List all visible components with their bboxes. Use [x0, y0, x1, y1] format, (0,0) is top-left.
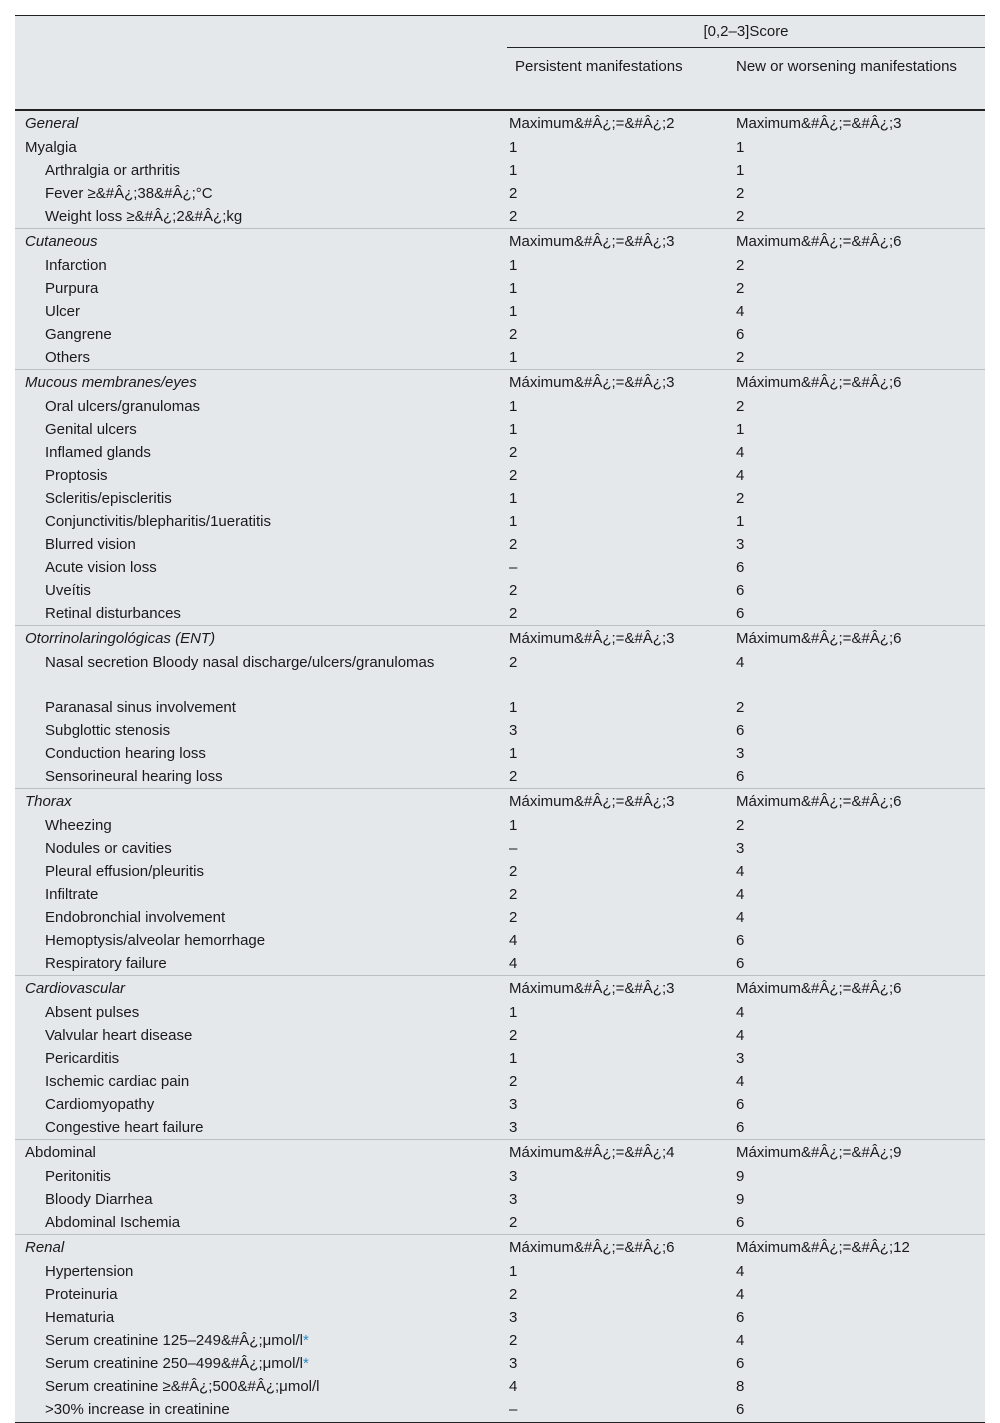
manifestation-text: Acute vision loss	[45, 559, 157, 576]
manifestation-label	[15, 1375, 507, 1398]
manifestation-text: Genital ulcers	[45, 421, 137, 438]
manifestation-label	[15, 323, 507, 346]
manifestation-label	[15, 1260, 507, 1283]
table-row	[15, 742, 985, 765]
table-row	[15, 556, 985, 579]
table-row	[15, 159, 985, 182]
new-score: 2	[736, 349, 745, 366]
manifestation-label	[15, 952, 507, 976]
manifestation-text: Bloody Diarrhea	[45, 1191, 153, 1208]
new-score: 4	[736, 886, 745, 903]
manifestation-label	[15, 579, 507, 602]
section-max-new: Máximum&#Â¿;=&#Â¿;6	[728, 370, 985, 396]
new-score: 6	[736, 1214, 745, 1231]
score-table-container	[15, 15, 985, 1423]
persistent-score: 1	[509, 303, 518, 320]
persistent-score: 3	[509, 722, 518, 739]
persistent-score: 1	[509, 1263, 518, 1280]
manifestation-label	[15, 556, 507, 579]
bvas-score-table	[15, 15, 985, 1423]
new-score: 2	[736, 817, 745, 834]
new-score: 9	[736, 1191, 745, 1208]
new-score: 3	[736, 745, 745, 762]
persistent-score: 1	[509, 699, 518, 716]
table-row	[15, 579, 985, 602]
table-row	[15, 418, 985, 441]
persistent-score: 1	[509, 349, 518, 366]
manifestation-text: Nasal secretion Bloody nasal discharge/ulcers/granulomas	[45, 654, 435, 671]
new-score: 2	[736, 257, 745, 274]
section-max-new: Máximum&#Â¿;=&#Â¿;6	[728, 626, 985, 652]
manifestation-text: Nodules or cavities	[45, 840, 172, 857]
manifestation-label	[15, 1001, 507, 1024]
new-score: 4	[736, 1263, 745, 1280]
new-score: 4	[736, 654, 745, 671]
new-score: 4	[736, 1027, 745, 1044]
persistent-score: 1	[509, 490, 518, 507]
new-score: 4	[736, 1004, 745, 1021]
section-row	[15, 789, 985, 815]
section-max-persistent: Máximum&#Â¿;=&#Â¿;3	[507, 976, 728, 1002]
manifestation-text: Proteinuria	[45, 1286, 118, 1303]
manifestation-label	[15, 136, 507, 159]
table-row	[15, 1306, 985, 1329]
new-score: 3	[736, 1050, 745, 1067]
table-row	[15, 906, 985, 929]
new-score: 1	[736, 421, 745, 438]
persistent-score: –	[509, 840, 518, 857]
persistent-score: –	[507, 1398, 728, 1423]
manifestation-text: Proptosis	[45, 467, 108, 484]
manifestation-text: Serum creatinine 250–499&#Â¿;μmol/l	[45, 1355, 303, 1372]
new-score: 6	[736, 605, 745, 622]
header-empty-cell	[15, 16, 507, 49]
new-score: 2	[736, 490, 745, 507]
manifestation-label	[15, 742, 507, 765]
new-score: 3	[736, 536, 745, 553]
new-score: 3	[736, 840, 745, 857]
persistent-score: 4	[509, 1378, 518, 1395]
section-title: Cardiovascular	[15, 976, 507, 1002]
new-score: 4	[736, 863, 745, 880]
table-row	[15, 395, 985, 418]
persistent-score: 1	[509, 398, 518, 415]
manifestation-text: Paranasal sinus involvement	[45, 699, 236, 716]
manifestation-text: Serum creatinine ≥&#Â¿;500&#Â¿;μmol/l	[45, 1378, 320, 1395]
manifestation-text: Hypertension	[45, 1263, 134, 1280]
manifestation-label	[15, 719, 507, 742]
manifestation-text: Infiltrate	[45, 886, 99, 903]
section-title: Mucous membranes/eyes	[15, 370, 507, 396]
new-score: 6	[736, 582, 745, 599]
new-score: 4	[736, 467, 745, 484]
manifestation-text: Hematuria	[45, 1309, 115, 1326]
table-row	[15, 860, 985, 883]
manifestation-text: Congestive heart failure	[45, 1119, 204, 1136]
manifestation-label	[15, 1070, 507, 1093]
table-row	[15, 1165, 985, 1188]
table-row	[15, 533, 985, 556]
persistent-score: –	[509, 559, 518, 576]
manifestation-label	[15, 1165, 507, 1188]
persistent-score: 1	[509, 1004, 518, 1021]
manifestation-text: >30% increase in creatinine	[45, 1401, 230, 1418]
manifestation-label	[15, 346, 507, 370]
score-group-header	[507, 16, 985, 49]
persistent-score: 2	[509, 208, 518, 225]
new-score: 1	[736, 162, 745, 179]
manifestation-label	[15, 441, 507, 464]
persistent-score: 1	[509, 817, 518, 834]
table-row	[15, 487, 985, 510]
persistent-score: 2	[509, 536, 518, 553]
table-row	[15, 1211, 985, 1235]
persistent-score: 1	[509, 280, 518, 297]
table-row	[15, 1001, 985, 1024]
table-row	[15, 323, 985, 346]
table-row	[15, 205, 985, 229]
new-score: 4	[736, 1286, 745, 1303]
table-row	[15, 1070, 985, 1093]
manifestation-label	[15, 1093, 507, 1116]
persistent-score: 2	[509, 863, 518, 880]
new-score: 1	[736, 513, 745, 530]
manifestation-text: Ischemic cardiac pain	[45, 1073, 190, 1090]
new-score: 1	[736, 139, 745, 156]
new-score: 6	[736, 326, 745, 343]
table-row	[15, 929, 985, 952]
persistent-score: 1	[509, 513, 518, 530]
table-row	[15, 602, 985, 626]
manifestation-label	[15, 182, 507, 205]
section-title: Renal	[15, 1235, 507, 1261]
new-score: 4	[736, 303, 745, 320]
section-max-persistent: Maximum&#Â¿;=&#Â¿;2	[509, 115, 675, 132]
section-row	[15, 976, 985, 1002]
new-score: 6	[736, 1119, 745, 1136]
manifestation-label	[15, 277, 507, 300]
manifestation-text: Arthralgia or arthritis	[45, 162, 181, 179]
persistent-score: 3	[509, 1119, 518, 1136]
new-score: 4	[736, 1073, 745, 1090]
manifestation-text: Inflamed glands	[45, 444, 151, 461]
persistent-score: 2	[509, 605, 518, 622]
table-row	[15, 1024, 985, 1047]
manifestation-label	[15, 1306, 507, 1329]
persistent-score: 2	[509, 1073, 518, 1090]
manifestation-label	[15, 205, 507, 229]
persistent-score: 2	[509, 1214, 518, 1231]
table-row	[15, 1116, 985, 1140]
new-score: 6	[728, 1398, 985, 1423]
footnote-marker[interactable]: *	[302, 1332, 309, 1349]
manifestation-label	[15, 395, 507, 418]
table-row	[15, 1398, 985, 1423]
score-group-label: [0,2–3]Score	[507, 16, 985, 48]
section-max-persistent: Máximum&#Â¿;=&#Â¿;4	[507, 1140, 728, 1166]
persistent-score: 1	[509, 745, 518, 762]
manifestation-label	[15, 464, 507, 487]
manifestation-label	[15, 696, 507, 719]
section-title: Thorax	[15, 789, 507, 815]
manifestation-label	[15, 651, 507, 696]
manifestation-label	[15, 1283, 507, 1306]
new-score: 2	[736, 280, 745, 297]
persistent-score: 2	[509, 326, 518, 343]
persistent-score: 3	[509, 1168, 518, 1185]
table-row	[15, 1352, 985, 1375]
persistent-score: 3	[509, 1309, 518, 1326]
table-row	[15, 300, 985, 323]
manifestation-label	[15, 765, 507, 789]
manifestation-label	[15, 418, 507, 441]
manifestation-label	[15, 1024, 507, 1047]
manifestation-label	[15, 300, 507, 323]
persistent-score: 3	[509, 1191, 518, 1208]
section-max-persistent: Máximum&#Â¿;=&#Â¿;6	[507, 1235, 728, 1261]
table-row	[15, 837, 985, 860]
manifestation-text: Fever ≥&#Â¿;38&#Â¿;°C	[45, 185, 213, 202]
table-row	[15, 883, 985, 906]
persistent-score: 2	[509, 185, 518, 202]
section-row	[15, 626, 985, 652]
persistent-score: 4	[509, 932, 518, 949]
manifestation-text: Scleritis/episcleritis	[45, 490, 172, 507]
new-score: 6	[736, 932, 745, 949]
persistent-score: 4	[509, 955, 518, 972]
new-score: 4	[736, 1332, 745, 1349]
manifestation-text: Subglottic stenosis	[45, 722, 171, 739]
section-title: Abdominal	[15, 1140, 507, 1166]
table-row	[15, 441, 985, 464]
section-max-persistent: Máximum&#Â¿;=&#Â¿;3	[507, 626, 728, 652]
manifestation-label	[15, 510, 507, 533]
new-score: 2	[736, 208, 745, 225]
table-row	[15, 254, 985, 277]
manifestation-label	[15, 1398, 507, 1423]
persistent-score: 2	[509, 1332, 518, 1349]
manifestation-label	[15, 487, 507, 510]
manifestation-text: Others	[45, 349, 91, 366]
manifestation-text: Myalgia	[25, 139, 77, 156]
persistent-score: 1	[509, 162, 518, 179]
manifestation-label	[15, 533, 507, 556]
manifestation-text: Infarction	[45, 257, 107, 274]
table-row	[15, 952, 985, 976]
section-row	[15, 110, 985, 136]
footnote-marker[interactable]: *	[302, 1355, 309, 1372]
persistent-score: 2	[509, 444, 518, 461]
section-title: Otorrinolaringológicas (ENT)	[15, 626, 507, 652]
new-score: 4	[736, 444, 745, 461]
table-row	[15, 277, 985, 300]
table-row	[15, 1329, 985, 1352]
new-score: 6	[736, 955, 745, 972]
manifestation-text: Conduction hearing loss	[45, 745, 206, 762]
manifestation-text: Valvular heart disease	[45, 1027, 193, 1044]
persistent-score: 2	[509, 909, 518, 926]
table-row	[15, 182, 985, 205]
table-row	[15, 719, 985, 742]
manifestation-text: Serum creatinine 125–249&#Â¿;μmol/l	[45, 1332, 303, 1349]
persistent-score: 1	[509, 1050, 518, 1067]
persistent-score: 1	[509, 139, 518, 156]
manifestation-text: Ulcer	[45, 303, 81, 320]
section-max-new: Máximum&#Â¿;=&#Â¿;9	[728, 1140, 985, 1166]
manifestation-label	[15, 883, 507, 906]
section-title: Cutaneous	[15, 229, 507, 255]
header-persistent: Persistent manifestations	[507, 48, 728, 110]
table-row	[15, 136, 985, 159]
manifestation-label	[15, 837, 507, 860]
manifestation-text: Respiratory failure	[45, 955, 167, 972]
manifestation-text: Peritonitis	[45, 1168, 111, 1185]
section-max-new: Máximum&#Â¿;=&#Â¿;6	[728, 976, 985, 1002]
table-row	[15, 814, 985, 837]
manifestation-text: Gangrene	[45, 326, 112, 343]
manifestation-label	[15, 860, 507, 883]
table-row	[15, 1283, 985, 1306]
table-row	[15, 1188, 985, 1211]
header-new-worsening: New or worsening manifestations	[728, 48, 985, 110]
section-row	[15, 370, 985, 396]
table-row	[15, 765, 985, 789]
table-row	[15, 696, 985, 719]
manifestation-label	[15, 602, 507, 626]
table-row	[15, 1093, 985, 1116]
new-score: 6	[736, 768, 745, 785]
table-row	[15, 1375, 985, 1398]
section-max-persistent: Máximum&#Â¿;=&#Â¿;3	[507, 370, 728, 396]
persistent-score: 2	[509, 582, 518, 599]
manifestation-text: Retinal disturbances	[45, 605, 181, 622]
persistent-score: 1	[509, 421, 518, 438]
manifestation-text: Conjunctivitis/blepharitis/1ueratitis	[45, 513, 271, 530]
persistent-score: 2	[509, 467, 518, 484]
table-row	[15, 1260, 985, 1283]
manifestation-text: Sensorineural hearing loss	[45, 768, 223, 785]
manifestation-label	[15, 1211, 507, 1235]
persistent-score: 2	[509, 1286, 518, 1303]
table-row	[15, 346, 985, 370]
persistent-score: 2	[509, 768, 518, 785]
section-max-persistent: Maximum&#Â¿;=&#Â¿;3	[507, 229, 728, 255]
new-score: 2	[736, 185, 745, 202]
table-row	[15, 1047, 985, 1070]
section-max-persistent: Máximum&#Â¿;=&#Â¿;3	[507, 789, 728, 815]
new-score: 8	[736, 1378, 745, 1395]
new-score: 6	[736, 722, 745, 739]
manifestation-label	[15, 1329, 507, 1352]
section-max-new: Máximum&#Â¿;=&#Â¿;6	[728, 789, 985, 815]
section-max-new: Maximum&#Â¿;=&#Â¿;3	[736, 115, 902, 132]
manifestation-text: Purpura	[45, 280, 99, 297]
manifestation-label	[15, 159, 507, 182]
manifestation-label	[15, 929, 507, 952]
manifestation-text: Absent pulses	[45, 1004, 140, 1021]
new-score: 2	[736, 398, 745, 415]
new-score: 6	[736, 1096, 745, 1113]
section-row	[15, 229, 985, 255]
section-max-new: Máximum&#Â¿;=&#Â¿;12	[728, 1235, 985, 1261]
persistent-score: 3	[509, 1355, 518, 1372]
new-score: 6	[736, 1355, 745, 1372]
manifestation-text: Pleural effusion/pleuritis	[45, 863, 204, 880]
section-max-new: Maximum&#Â¿;=&#Â¿;6	[728, 229, 985, 255]
manifestation-text: Endobronchial involvement	[45, 909, 226, 926]
persistent-score: 2	[509, 654, 518, 671]
header-label-cell	[15, 48, 507, 110]
manifestation-label	[15, 1047, 507, 1070]
persistent-score: 3	[509, 1096, 518, 1113]
persistent-score: 1	[509, 257, 518, 274]
section-row	[15, 1235, 985, 1261]
manifestation-label	[15, 1116, 507, 1140]
manifestation-label	[15, 906, 507, 929]
manifestation-label	[15, 1352, 507, 1375]
manifestation-text: Oral ulcers/granulomas	[45, 398, 201, 415]
manifestation-text: Wheezing	[45, 817, 112, 834]
new-score: 2	[736, 699, 745, 716]
manifestation-text: Uveítis	[45, 582, 91, 599]
manifestation-text: Abdominal Ischemia	[45, 1214, 181, 1231]
table-row	[15, 464, 985, 487]
manifestation-label	[15, 814, 507, 837]
manifestation-text: Blurred vision	[45, 536, 136, 553]
manifestation-label	[15, 254, 507, 277]
persistent-score: 2	[509, 886, 518, 903]
new-score: 6	[736, 559, 745, 576]
section-title: General	[25, 115, 79, 132]
table-row	[15, 651, 985, 696]
persistent-score: 2	[509, 1027, 518, 1044]
section-row	[15, 1140, 985, 1166]
table-body	[15, 110, 985, 1423]
table-row	[15, 510, 985, 533]
manifestation-text: Hemoptysis/alveolar hemorrhage	[45, 932, 266, 949]
new-score: 4	[736, 909, 745, 926]
new-score: 6	[736, 1309, 745, 1326]
manifestation-text: Cardiomyopathy	[45, 1096, 155, 1113]
manifestation-text: Pericarditis	[45, 1050, 120, 1067]
new-score: 9	[736, 1168, 745, 1185]
manifestation-text: Weight loss ≥&#Â¿;2&#Â¿;kg	[45, 208, 243, 225]
manifestation-label	[15, 1188, 507, 1211]
